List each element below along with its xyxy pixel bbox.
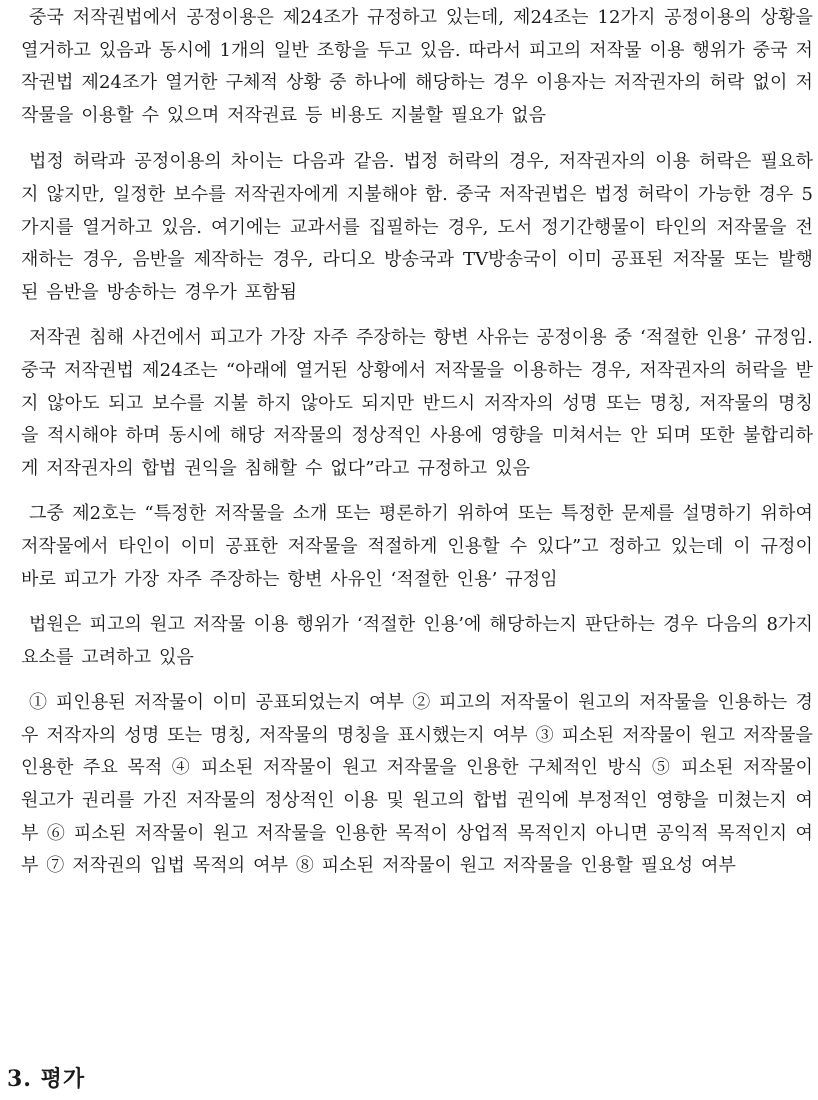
paragraph-eight-factors-list: ① 피인용된 저작물이 이미 공표되었는지 여부 ② 피고의 저작물이 원고의 저작물을 인용하는 경우 저작자의 성명 또는 명칭, 저작물의 명칭을 표시했는지 여부 ③ 피소된 저작물이 원고 저작물을 인용한 주요 목적 ④ 피소된 저작물이 원고 저작물을 인용한 구체적인 방식 ⑤ 피소된 저작물이 원고가 권리를 가진 저작물의 정상적인 이용 및 원고의 합법 권익에 부정적인 영향을 미쳤는지 여부 ⑥ 피소된 저작물이 원고 저작물을 인용한 목적이 상업적 목적인지 아니면 공익적 목적인지 여부 ⑦ 저작권의 입법 목적의 여부 ⑧ 피소된 저작물이 원고 저작물을 인용할 필요성 여부 (21, 692, 813, 877)
section-heading-evaluation: 3. 평가 (7, 1066, 86, 1092)
paragraph-fair-use-overview: 중국 저작권법에서 공정이용은 제24조가 규정하고 있는데, 제24조는 12가지 공정이용의 상황을 열거하고 있음과 동시에 1개의 일반 조항을 두고 있음. 따라서 피고의 저작물 이용 행위가 중국 저작권법 제24조가 열거한 구체적 상황 중 하나에 해당하는 경우 이용자는 저작권자의 허락 없이 저작물을 이용할 수 있으며 저작권료 등 비용도 지불할 필요가 없음 (21, 7, 813, 126)
paragraph-proper-citation-defense: 저작권 침해 사건에서 피고가 가장 자주 주장하는 항변 사유는 공정이용 중 ‘적절한 인용’ 규정임. 중국 저작권법 제24조는 “아래에 열거된 상황에서 저작물을 이용하는 경우, 저작권자의 허락을 받지 않아도 되고 보수를 지불 하지 않아도 되지만 반드시 저작자의 성명 또는 명칭, 저작물의 명칭을 적시해야 하며 동시에 해당 저작물의 정상적인 사용에 영향을 미쳐서는 안 되며 또한 불합리하게 저작권자의 합법 권익을 침해할 수 없다”라고 규정하고 있음 (21, 327, 813, 479)
document-body (21, 2, 813, 883)
paragraph-statutory-license: 법정 허락과 공정이용의 차이는 다음과 같음. 법정 허락의 경우, 저작권자의 이용 허락은 필요하지 않지만, 일정한 보수를 저작권자에게 지불해야 함. 중국 저작권법은 법정 허락이 가능한 경우 5가지를 열거하고 있음. 여기에는 교과서를 집필하는 경우, 도서 정기간행물이 타인의 저작물을 전재하는 경우, 음반을 제작하는 경우, 라디오 방송국과 TV방송국이 이미 공표된 저작물 또는 발행된 음반을 방송하는 경우가 포함됨 (21, 151, 813, 303)
paragraph-article-24-item-2: 그중 제2호는 “특정한 저작물을 소개 또는 평론하기 위하여 또는 특정한 문제를 설명하기 위하여 저작물에서 타인이 이미 공표한 저작물을 적절하게 인용할 수 있다”고 정하고 있는데 이 규정이 바로 피고가 가장 자주 주장하는 항변 사유인 ‘적절한 인용’ 규정임 (21, 503, 813, 590)
paragraph-court-factors-intro: 법원은 피고의 원고 저작물 이용 행위가 ‘적절한 인용’에 해당하는지 판단하는 경우 다음의 8가지 요소를 고려하고 있음 (21, 614, 813, 668)
